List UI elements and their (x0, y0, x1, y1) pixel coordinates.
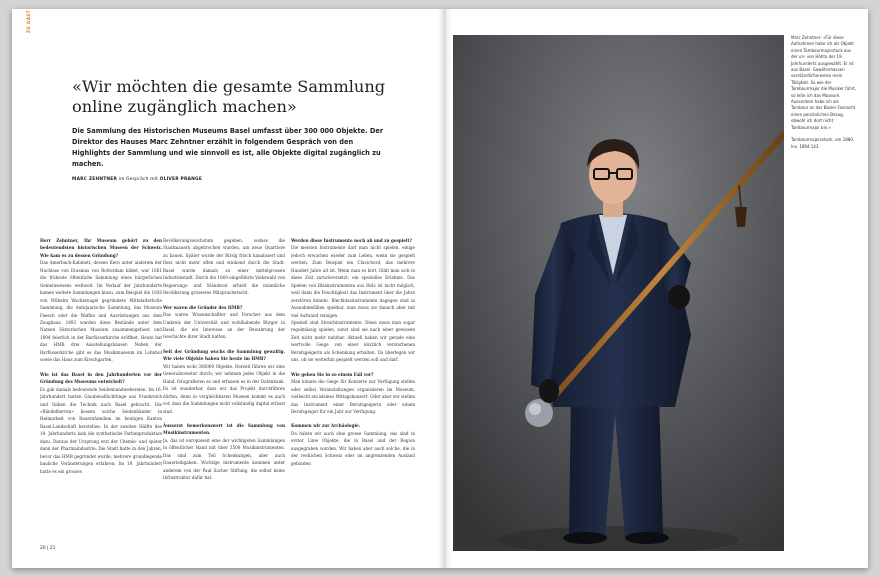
photo-caption (791, 35, 857, 150)
caption-object: Tambourmajorsstock, um 1880. Inv. 1894.143. (791, 137, 855, 149)
interview-question: Herr Zehntner, Ihr Museum gehört zu den bedeutendsten historischen Museen der Schweiz. Wie kam es zu dessen Gründung? (40, 238, 162, 258)
portrait-photo (453, 35, 784, 551)
interview-answer: Die meisten Instrumente darf man nicht spielen, einige jedoch erwachen wieder zum Leben, wenn sie gespielt werden. Zum Beispiel ein Clavichord, das mehrere Hundert Jahre alt ist. Wenn man es hört, fühlt man sich in diese Zeit zurückversetzt; ein spezielles Erlebnis. Das Spielen von Blasinstrumenten aus Holz ist nicht möglich, weil dann die Feuchtigkeit das Instrument über die Jahre zerstören könnte. Blechblasinstrumente dagegen sind in Ausnahmefällen spielbar, man muss sie danach aber mit viel Aufwand reinigen. (291, 245, 415, 318)
paragraph-gap (291, 364, 415, 371)
byline-name: MARC ZEHNTNER (72, 177, 118, 182)
interview-question: Kommen wir zur Archäologie. (291, 423, 361, 429)
paragraph-gap (163, 341, 285, 348)
byline-middle: im Gespräch mit (117, 177, 160, 182)
interview-answer: Bevölkerungswachstum gegeben, sodass die Stadtmauern abgebrochen wurden, um neue Quartiere zu bauen. Später wurde der Birsig frisch kanalisiert und floss nicht mehr offen und stinkend durch die Stadt. Basel wurde damals zu einer mittelgrossen Industriestadt. Durch die 1869 eingeführte Volkswahl von Regierungs- und Ständerat erhielt die männliche Bevölkerung grösseres Mitspracherecht. (163, 238, 285, 296)
paragraph-gap (291, 415, 415, 422)
interview-question: Werden diese Instrumente noch ab und zu gespielt? (291, 238, 412, 243)
lead-paragraph: Die Sammlung des Historischen Museums Basel umfasst über 300 000 Objekte. Der Direktor des Hauses Marc Zehntner erzählt in folgendem Gespräch von den Highlights der Sammlung und wie sinnvoll es ist, alle Objekte digital zugänglich zu machen. (72, 127, 384, 168)
paragraph-gap (163, 415, 285, 422)
headline: «Wir möchten die gesamte Sammlung online zugänglich machen» (72, 77, 386, 116)
interview-answer: Ja, das ist europaweit eine der wichtigsten Sammlungen in öffentlicher Hand mit über 3500 Musikinstrumenten. Das sind zum Teil Schenkungen, aber auch Dauerleihgaben. Wichtige Instrumente kommen unter anderem von der Paul Sacher Stiftung, die selbst keine Infrastruktur dafür hat. (163, 437, 285, 481)
paragraph-gap (163, 297, 285, 304)
interview-question: Wie gehen Sie in so einem Fall vor? (291, 371, 374, 377)
interview-question: Seit der Gründung wuchs die Sammlung gewaltig. Wie viele Objekte haben Sie heute im HMB? (163, 348, 285, 362)
text-column-1 (40, 237, 162, 542)
page-number: 20 | 21 (40, 546, 56, 551)
interview-answer: Speziell sind Streichinstrumente. Diese muss man sogar regelmässig spielen, sonst sind sie nach einer gewissen Zeit nicht mehr nutzbar. Aktuell haben wir gerade eine wertvolle Geige von einer kürzlich verstorbenen Berufsgeigerin als Schenkung erhalten. Da überlegen wir uns, ob sie weiterhin gespielt werden soll und darf. (291, 319, 415, 363)
paragraph-gap (40, 364, 162, 371)
left-page (12, 9, 445, 568)
interview-answer: Das waren Wissenschaftler und Forscher aus dem Umkreis der Universität und wohlhabende Bürger in Basel, die ein Interesse an der Bewahrung der Geschichte ihrer Stadt hatten. (163, 312, 285, 340)
interview-question: Äusserst bemerkenswert ist die Sammlung von Musikinstrumenten. (163, 422, 285, 436)
portrait-illustration (453, 35, 784, 551)
right-page (445, 9, 868, 568)
section-tag: ZU GAST (26, 9, 31, 33)
interview-answer: Das Amerbach-Kabinett, dessen Kern unter anderem der Nachlass von Erasmus von Rotterdam bildet, war 1661 die früheste öffentliche Sammlung eines bürgerlichen Gemeinwesens weltweit. Im Verlauf der Jahrhunderte kamen weitere Sammlungen hinzu, zum Beispiel die 1856 von Wilhelm Wackernagel gegründete Mittelalterliche Sammlung, die Antiquarische Sammlung, das Museum Faesch oder die Waffen und Ausrüstungen aus dem Zeughaus. 1892 wurden diese Bestände unter dem Namen Historischen Museum zusammengefasst und 1894 feierlich in der Barfüsserkirche eröffnet. Heute hat das HMB drei Ausstellungshäuser: Neben der Barfüsserkirche gibt es das Musikmuseum im Lohnhof sowie das Haus zum Kirschgarten. (40, 260, 162, 363)
caption-quote: Marc Zehntner: «Für diese Aufnahmen habe ich als Objekt einen Tambourmajorstock aus der un- von Hähta der 19. Jahrhunderts ausgewählt. Er ist aus Basel. Gewöhnmassen verständlicherweise mein Tätigkeit. So wie der Tambourmajor die Musiker führt, so leite ich das Museum. Ausserdem habe ich als Tambour an der Basler Fasnacht einen persönlichen Bezug, obwohl ich dort nicht Tambourmajor bin.» (791, 35, 857, 130)
byline (72, 176, 372, 184)
text-column-2 (163, 237, 285, 542)
interview-answer: Wir haben wohl 300000 Objekte. Derzeit führen wir eine Generalinventur durch; wir nehmen jedes Objekt in die Hand, fotografieren es und erfassen es in der Datenbank. Es ist wunderbar, dass wir das Projekt durchführen dürfen, denn in vergleichbaren Museen kommt es auch vor, dass die Sammlungen nicht vollständig digital erfasst sind. (163, 363, 285, 414)
magazine-spread (12, 9, 868, 568)
interview-answer: Es gab damals bedeutende Seidenbandwebereien. Im 16. Jahrhundert hatten Glaubensflüchtlinge aus Frankreich und Italien die Technik nach Basel gebracht. Die «Bändelherren» liessen solche Seidenbänder in Heimarbeit von Bauernfamilien im heutigen Kanton Basel-Landschaft herstellen. In der zweiten Hälfte des 19. Jahrhunderts kam die synthetische Farbenproduktion dazu. Daraus der Ursprung erst der Chemie- und später dann der Pharmaindustrie. Die Stadt hatte in den Jahren, bevor das HMB gegründet wurde, mehrere grundlegende bauliche Veränderungen erfahren: Im 19. Jahrhundert hatte es ein grosses (40, 386, 162, 474)
text-column-3 (291, 237, 415, 542)
interview-question: Wie ist das Basel in den Jahrhunderten vor der Gründung des Museums entwickelt? (40, 371, 162, 385)
interview-answer: Man könnte die Geige für Konzerte zur Verfügung stellen oder selbst Veranstaltungen organisieren im Museum, vielleicht ein kleines Mittagskonzert. Oder aber wir stellen das Instrument einer Berufsgeigerin oder einem Berufsgeiger für ein Jahr zur Verfügung. (291, 379, 415, 414)
byline-interviewer: OLIVER PRANGE (159, 177, 203, 182)
interview-question: Wer waren die Gründer des HMB? (163, 304, 243, 310)
interview-answer: Da haben wir auch eine grosse Sammlung, das sind in erster Linie Objekte, die in Basel und der Region ausgegraben wurden. Wir haben aber auch solche, die in der restlichen Schweiz oder im angrenzenden Ausland gefunden (291, 430, 415, 466)
